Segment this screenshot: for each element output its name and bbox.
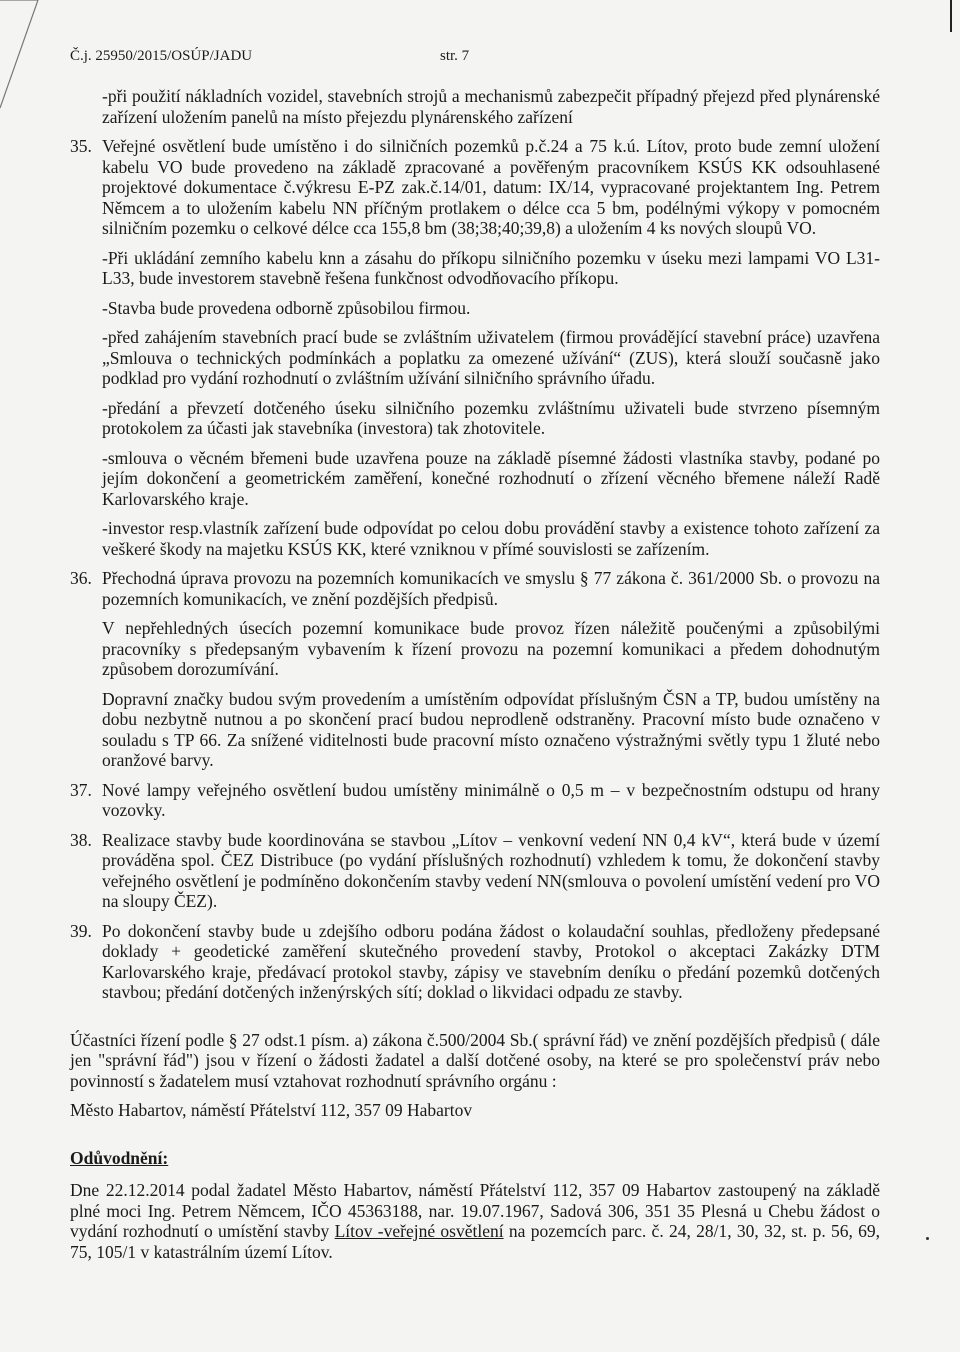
item-paragraph: Nové lampy veřejného osvětlení budou umístěny minimálně o 0,5 m – v bezpečnostním odstupu od hrany vozovky.	[102, 779, 880, 820]
numbered-item	[70, 780, 880, 821]
spacer	[70, 1130, 880, 1148]
item-paragraph: Veřejné osvětlení bude umístěno i do silničních pozemků p.č.24 a 75 k.ú. Lítov, proto bude zemní uložení kabelu VO bude provedeno na základě zpracované a pověřeným pracovníkem KSÚS KK odsouhlasené projektové dokumentace č.výkresu E-PZ zak.č.14/01, datum: IX/14, vypracované projektantem Ing. Petrem Němcem a to uložením kabelu NN příčným protlakem o délce cca 5 bm, podélnými výkopy v pomocném silničním pozemku o celkové délce cca 155,8 bm (38;38;40;39,8) a uložením 4 ks nových sloupů VO.	[102, 136, 880, 238]
item-paragraph: Realizace stavby bude koordinována se stavbou „Lítov – venkovní vedení NN 0,4 kV“, která bude v území prováděna spol. ČEZ Distribuce (po vydání příslušných rozhodnutí) vzhledem k tomu, že dokončení stavby veřejného osvětlení je podmíněno dokončením stavby vedení NN(smlouva o povolení umístění vedení pro VO na sloupy ČEZ).	[102, 829, 880, 911]
reasoning-text-after: na pozemcích parc. č. 24, 28/1, 30, 32, st. p. 56, 69, 75, 105/1 v katastrálním území Lítov.	[70, 1221, 881, 1262]
scan-speck	[926, 1237, 929, 1240]
spacer	[70, 1012, 880, 1030]
numbered-item	[70, 136, 880, 559]
document-body	[70, 86, 880, 1271]
item-paragraph: -před zahájením stavebních prací bude se zvláštním uživatelem (firmou provádějící stavební práce) uzavřena „Smlouva o technických podmínkách a poplatku za omezené užívání“ (ZUS), která slouží současně jako podklad pro vydání rozhodnutí o zvláštním užívání silničního správního úřadu.	[102, 327, 880, 388]
item-paragraph: Přechodná úprava provozu na pozemních komunikacích ve smyslu § 77 zákona č. 361/2000 Sb. o provozu na pozemních komunikacích, ve znění pozdějších předpisů.	[102, 568, 880, 609]
item-paragraph: -Při ukládání zemního kabelu knn a zásahu do příkopu silničního pozemku v úseku mezi lampami VO L31-L33, bude investorem stavebně řešena funkčnost odvodňovacího příkopu.	[102, 247, 880, 288]
item-paragraph: Dopravní značky budou svým provedením a umístěním odpovídat příslušným ČSN a TP, budou umístěny na dobu nezbytně nutnou a po skončení prací budou neprodleně odstraněny. Pracovní místo bude označeno v souladu s TP 66. Za snížené viditelnosti bude pracovní místo označeno výstražnými světly typu 1 žluté nebo oranžové barvy.	[102, 688, 880, 770]
item-number: 39.	[70, 920, 92, 941]
reasoning-paragraph	[70, 1180, 880, 1262]
document-reference: Č.j. 25950/2015/OSÚP/JADU	[70, 48, 253, 64]
numbered-item	[70, 830, 880, 912]
page-corner-mark	[0, 0, 70, 110]
reasoning-heading: Odůvodnění:	[70, 1147, 169, 1168]
participants-paragraph: Účastníci řízení podle § 27 odst.1 písm. a) zákona č.500/2004 Sb.( správní řád) ve znění pozdějších předpisů ( dále jen "správní řád") jsou v řízení o žádosti žadatel a další dotčené osoby, na které se pro společenství práv nebo povinností s žadatelem musí vztahovat rozhodnutí správního orgánu :	[70, 1029, 880, 1091]
item-paragraph: -předání a převzetí dotčeného úseku silničního pozemku zvláštnímu uživateli bude stvrzeno písemným protokolem za účasti jak stavebníka (investora) tak zhotovitele.	[102, 397, 880, 438]
participant-entity: Město Habartov, náměstí Přátelství 112, 357 09 Habartov	[70, 1100, 473, 1120]
item-paragraph: -smlouva o věcném břemeni bude uzavřena pouze na základě písemné žádosti vlastníka stavby, podané po jejím dokončení a geometrickém zaměření, konečné rozhodnutí o zřízení věcného břemene náleží Radě Karlovarského kraje.	[102, 447, 880, 509]
numbered-item	[70, 921, 880, 1003]
item-paragraph: V nepřehledných úsecích pozemní komunikace bude provoz řízen náležitě poučenými a způsobilými pracovníky s předepsaným vybavením k řízení provozu na pozemní komunikaci a předem dohodnutým způsobem dorozumívání.	[102, 618, 880, 679]
item-paragraph: -Stavba bude provedena odborně způsobilou firmou.	[102, 297, 471, 318]
item-paragraph: Po dokončení stavby bude u zdejšího odboru podána žádost o kolaudační souhlas, předloženy předepsané doklady + geodetické zaměření skutečného provedení stavby, Protokol o akceptaci Zakázky DTM Karlovarského kraje, předávací protokol stavby, zápisy ve stavebním deníku o předání pozemků dotčených stavbou; předání dotčených inženýrských sítí; doklad o likvidaci odpadu ze stavby.	[102, 920, 880, 1002]
page-edge-mark	[950, 0, 952, 32]
reasoning-project-name: Lítov -veřejné osvětlení	[334, 1221, 504, 1241]
numbered-item	[70, 568, 880, 771]
page-number: str. 7	[440, 48, 470, 64]
intro-paragraph: -při použití nákladních vozidel, stavebních strojů a mechanismů zabezpečit případný přejezd před plynárenské zařízení uložením panelů na místo přejezdu plynárenského zařízení	[102, 86, 880, 127]
reasoning-text-before: Dne 22.12.2014 podal žadatel Město Habartov, náměstí Přátelství 112, 357 09 Habartov zastoupený na základě plné moci Ing. Petrem Němcem, IČO 45363188, nar. 19.07.1967, Sadová 306, 351 35 Plesná u Chebu žádost o vydání rozhodnutí o umístění stavby	[70, 1180, 880, 1241]
item-number: 35.	[70, 136, 92, 156]
item-number: 37.	[70, 779, 92, 800]
numbered-items	[70, 136, 880, 1003]
item-number: 36.	[70, 568, 92, 588]
item-paragraph: -investor resp.vlastník zařízení bude odpovídat po celou dobu provádění stavby a existence tohoto zařízení za veškeré škody na majetku KSÚS KK, které vzniknou v přímé souvislosti se zařízením.	[102, 518, 880, 559]
item-number: 38.	[70, 829, 92, 850]
